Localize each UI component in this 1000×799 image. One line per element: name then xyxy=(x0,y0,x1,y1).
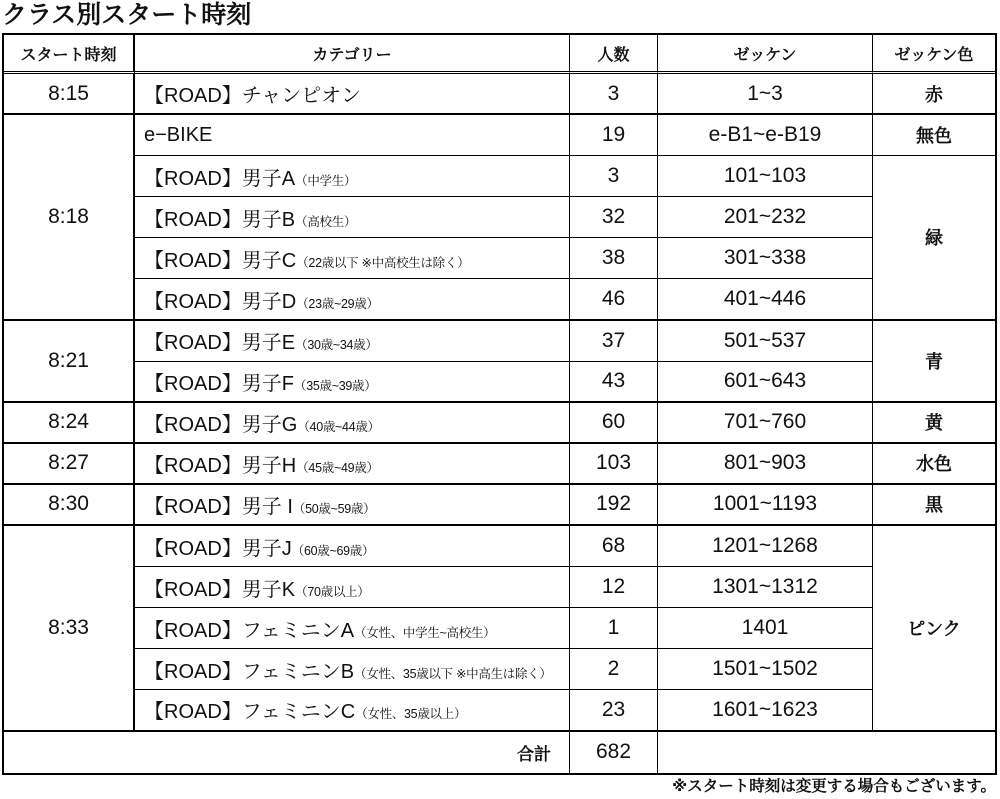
category-cell xyxy=(135,649,570,690)
category-note: （60歳~69歳） xyxy=(291,543,375,558)
bib-color-cell: 青 xyxy=(873,321,995,403)
category-name: 【ROAD】男子H xyxy=(144,454,297,477)
category-name: 【ROAD】男子B xyxy=(144,208,296,231)
bib-range-cell: 1501~1502 xyxy=(658,649,873,690)
category-note: （40歳~44歳） xyxy=(297,419,380,434)
category-cell xyxy=(135,690,570,731)
start-time-cell: 8:21 xyxy=(4,321,135,403)
category-text xyxy=(144,614,495,643)
entry-count-cell: 1 xyxy=(570,608,658,649)
category-cell xyxy=(135,526,570,567)
category-note: （70歳以上） xyxy=(295,584,370,599)
bib-color-cell: 黒 xyxy=(873,485,995,526)
category-text xyxy=(144,573,369,602)
category-cell xyxy=(135,362,570,403)
category-name: 【ROAD】フェミニンC xyxy=(144,701,356,724)
bib-color-cell: 黄 xyxy=(873,403,995,444)
category-name: 【ROAD】チャンピオン xyxy=(144,85,362,108)
category-name: 【ROAD】男子E xyxy=(144,332,296,355)
bib-color-cell: ピンク xyxy=(873,526,995,731)
bib-color-cell: 無色 xyxy=(873,115,995,156)
page-title: クラス別スタート時刻 xyxy=(2,1,252,29)
category-name: 【ROAD】男子 I xyxy=(144,495,293,518)
bib-range-cell: 1401 xyxy=(658,608,873,649)
category-cell xyxy=(135,74,570,115)
bib-range-cell: 501~537 xyxy=(658,321,873,362)
category-text xyxy=(144,408,380,437)
category-name: 【ROAD】フェミニンA xyxy=(144,619,355,642)
category-name: 【ROAD】男子A xyxy=(144,167,296,190)
category-cell xyxy=(135,444,570,485)
header-bib-color: ゼッケン色 xyxy=(873,35,995,74)
entry-count-cell: 68 xyxy=(570,526,658,567)
bib-color-cell: 水色 xyxy=(873,444,995,485)
header-bib: ゼッケン xyxy=(658,35,873,74)
bib-range-cell: e-B1~e-B19 xyxy=(658,115,873,156)
entry-count-cell: 60 xyxy=(570,403,658,444)
category-text xyxy=(144,162,356,191)
bib-color-cell: 赤 xyxy=(873,74,995,115)
category-text xyxy=(144,203,356,232)
total-empty-cell xyxy=(658,732,995,773)
bib-range-cell: 1301~1312 xyxy=(658,567,873,608)
entry-count-cell: 103 xyxy=(570,444,658,485)
entry-count-cell: 12 xyxy=(570,567,658,608)
bib-range-cell: 601~643 xyxy=(658,362,873,403)
category-note: （30歳~34歳） xyxy=(295,338,378,353)
category-cell xyxy=(135,115,570,156)
header-count: 人数 xyxy=(570,35,658,74)
category-text xyxy=(144,655,552,684)
category-cell xyxy=(135,279,570,320)
bib-range-cell: 401~446 xyxy=(658,279,873,320)
entry-count-cell: 19 xyxy=(570,115,658,156)
category-text xyxy=(144,124,212,147)
category-text xyxy=(144,490,375,519)
category-name: 【ROAD】男子J xyxy=(144,537,292,560)
category-name: 【ROAD】男子C xyxy=(144,249,297,272)
category-cell xyxy=(135,197,570,238)
entry-count-cell: 38 xyxy=(570,238,658,279)
header-category: カテゴリー xyxy=(135,35,570,74)
category-cell xyxy=(135,608,570,649)
bib-range-cell: 701~760 xyxy=(658,403,873,444)
category-cell xyxy=(135,321,570,362)
entry-count-cell: 46 xyxy=(570,279,658,320)
category-note: （中学生） xyxy=(295,173,357,188)
category-text xyxy=(144,449,379,478)
entry-count-cell: 32 xyxy=(570,197,658,238)
category-note: （高校生） xyxy=(295,214,357,229)
start-time-cell: 8:27 xyxy=(4,444,135,485)
category-text xyxy=(144,79,361,108)
bib-range-cell: 101~103 xyxy=(658,156,873,197)
bib-range-cell: 1601~1623 xyxy=(658,690,873,731)
category-cell xyxy=(135,156,570,197)
start-time-cell: 8:18 xyxy=(4,115,135,320)
category-note: （女性、中学生~高校生） xyxy=(354,625,496,640)
entry-count-cell: 37 xyxy=(570,321,658,362)
bib-range-cell: 1201~1268 xyxy=(658,526,873,567)
category-name: 【ROAD】男子G xyxy=(144,413,298,436)
bib-range-cell: 801~903 xyxy=(658,444,873,485)
category-name: 【ROAD】男子D xyxy=(144,290,297,313)
category-text xyxy=(144,695,466,724)
category-name: 【ROAD】男子K xyxy=(144,578,296,601)
category-text xyxy=(144,367,376,396)
total-label: 合計 xyxy=(4,732,570,773)
entry-count-cell: 3 xyxy=(570,74,658,115)
category-name: 【ROAD】フェミニンB xyxy=(144,660,355,683)
category-text xyxy=(144,285,379,314)
start-time-table xyxy=(2,33,997,775)
entry-count-cell: 43 xyxy=(570,362,658,403)
category-cell xyxy=(135,485,570,526)
category-name: e−BIKE xyxy=(144,123,213,146)
start-time-cell: 8:15 xyxy=(4,74,135,115)
category-name: 【ROAD】男子F xyxy=(144,372,294,395)
category-cell xyxy=(135,567,570,608)
category-note: （50歳~59歳） xyxy=(292,501,376,516)
header-start-time: スタート時刻 xyxy=(4,35,135,74)
bib-range-cell: 201~232 xyxy=(658,197,873,238)
category-cell xyxy=(135,403,570,444)
bib-range-cell: 1~3 xyxy=(658,74,873,115)
category-note: （22歳以下 ※中高校生は除く） xyxy=(296,255,470,270)
category-note: （女性、35歳以下 ※中高生は除く） xyxy=(354,666,552,681)
category-note: （45歳~49歳） xyxy=(296,460,379,475)
category-note: （35歳~39歳） xyxy=(294,378,377,393)
category-text xyxy=(144,532,374,561)
start-time-cell: 8:30 xyxy=(4,485,135,526)
bib-range-cell: 301~338 xyxy=(658,238,873,279)
start-time-cell: 8:24 xyxy=(4,403,135,444)
category-cell xyxy=(135,238,570,279)
bib-color-cell: 緑 xyxy=(873,156,995,320)
entry-count-cell: 2 xyxy=(570,649,658,690)
entry-count-cell: 3 xyxy=(570,156,658,197)
bib-range-cell: 1001~1193 xyxy=(658,485,873,526)
entry-count-cell: 23 xyxy=(570,690,658,731)
total-count: 682 xyxy=(570,732,658,773)
category-note: （23歳~29歳） xyxy=(296,296,379,311)
footnote: ※スタート時刻は変更する場合もございます。 xyxy=(672,778,996,795)
category-text xyxy=(144,326,378,355)
category-text xyxy=(144,244,469,273)
start-time-cell: 8:33 xyxy=(4,526,135,731)
category-note: （女性、35歳以上） xyxy=(355,707,467,722)
entry-count-cell: 192 xyxy=(570,485,658,526)
